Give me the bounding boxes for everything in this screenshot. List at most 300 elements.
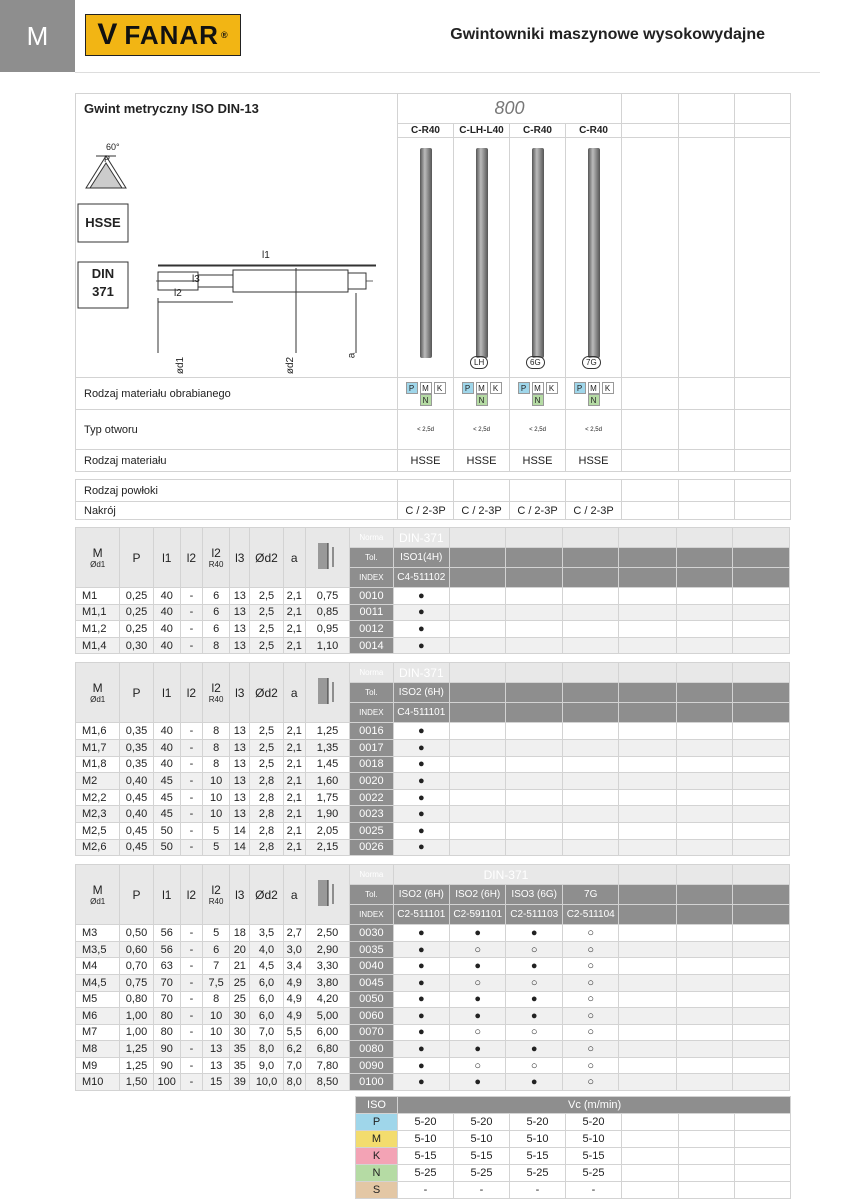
dimension-cell: 30	[230, 1008, 250, 1025]
column-header: l2	[180, 865, 202, 925]
material-marks: P M K N	[566, 378, 622, 410]
dimension-cell: 13	[230, 739, 250, 756]
dimension-cell: 0,60	[120, 941, 153, 958]
availability-cell: ○	[450, 1057, 506, 1074]
vc-value: -	[566, 1182, 622, 1199]
dimension-cell: 2,1	[283, 773, 305, 790]
thread-standard-title: Gwint metryczny ISO DIN-13	[76, 94, 398, 124]
availability-cell: ●	[393, 773, 449, 790]
dimension-cell: 2,5	[250, 588, 283, 605]
dimension-cell: 6,0	[250, 991, 283, 1008]
table-row	[76, 723, 790, 740]
size-cell: M4	[76, 958, 120, 975]
size-cell: M2,5	[76, 822, 120, 839]
material-group: K	[356, 1148, 398, 1165]
table-row	[76, 839, 790, 856]
tol-value: ISO1(4H)	[393, 548, 449, 568]
vc-value: 5-15	[566, 1148, 622, 1165]
dimension-cell: 8	[203, 991, 230, 1008]
dimension-cell: 2,7	[283, 925, 305, 942]
spec-value: C / 2-3P	[454, 502, 510, 520]
dimension-cell: 2,1	[283, 822, 305, 839]
tap-technical-drawing	[76, 138, 396, 376]
dimension-cell: 2,5	[250, 604, 283, 621]
dimension-cell: 8	[203, 637, 230, 654]
dimension-cell: 39	[230, 1074, 250, 1091]
index-label: INDEX	[350, 568, 393, 588]
column-header: Ød2	[250, 528, 283, 588]
dimension-cell: 13	[230, 756, 250, 773]
dimension-cell: -	[180, 991, 202, 1008]
column-header: P	[120, 865, 153, 925]
dimension-cell: 0,45	[120, 822, 153, 839]
dimension-cell: 0,35	[120, 739, 153, 756]
dimension-cell: 45	[153, 773, 180, 790]
dimension-cell: 90	[153, 1041, 180, 1058]
dimension-cell: 13	[230, 806, 250, 823]
index-cell: 0100	[350, 1074, 393, 1091]
dimension-cell: -	[180, 1008, 202, 1025]
vc-value: 5-15	[398, 1148, 454, 1165]
vc-value: -	[454, 1182, 510, 1199]
dimension-cell: 20	[230, 941, 250, 958]
index-cell: 0030	[350, 925, 393, 942]
availability-cell: ○	[450, 941, 506, 958]
availability-cell: ●	[393, 739, 449, 756]
vc-value: 5-25	[510, 1165, 566, 1182]
column-header: l2	[180, 528, 202, 588]
din-badge-line1: DIN	[91, 265, 115, 281]
availability-cell: ●	[393, 806, 449, 823]
availability-cell: ○	[562, 974, 618, 991]
size-cell: M2,6	[76, 839, 120, 856]
spec-label: Rodzaj powłoki	[76, 480, 398, 502]
dimension-cell: -	[180, 806, 202, 823]
dimension-cell: 2,90	[305, 941, 349, 958]
dimension-cell: 0,85	[305, 604, 349, 621]
availability-cell: ○	[506, 974, 562, 991]
table-row	[76, 756, 790, 773]
spec-value: C / 2-3P	[566, 502, 622, 520]
dimension-cell: 0,80	[120, 991, 153, 1008]
size-cell: M1,7	[76, 739, 120, 756]
material-group: S	[356, 1182, 398, 1199]
vc-value: 5-10	[454, 1131, 510, 1148]
norma-label: Norma	[350, 528, 393, 548]
size-cell: M1,6	[76, 723, 120, 740]
availability-cell: ○	[562, 1024, 618, 1041]
index-cell: 0023	[350, 806, 393, 823]
dimension-cell: 7,5	[203, 974, 230, 991]
dimension-cell: 6	[203, 621, 230, 638]
tool-image	[510, 138, 566, 378]
dimension-cell: 70	[153, 974, 180, 991]
dimension-cell: 80	[153, 1008, 180, 1025]
dim-d2: ød2	[285, 356, 297, 374]
dimension-cell: 2,1	[283, 588, 305, 605]
dimension-cell: 56	[153, 925, 180, 942]
table-row	[76, 958, 790, 975]
index-cell: 0045	[350, 974, 393, 991]
dimension-cell: 2,1	[283, 621, 305, 638]
index-cell: 0018	[350, 756, 393, 773]
index-cell: 0017	[350, 739, 393, 756]
product-panel	[75, 93, 790, 523]
index-value: C2-511101	[393, 905, 449, 925]
dimension-cell: 2,1	[283, 637, 305, 654]
material-group: M	[356, 1131, 398, 1148]
size-cell: M2,2	[76, 789, 120, 806]
vc-value: 5-20	[510, 1114, 566, 1131]
dimension-cell: 2,15	[305, 839, 349, 856]
size-cell: M7	[76, 1024, 120, 1041]
dimension-cell: 40	[153, 637, 180, 654]
vc-value: 5-25	[454, 1165, 510, 1182]
dimension-cell: 40	[153, 739, 180, 756]
availability-cell: ●	[450, 1074, 506, 1091]
availability-cell: ●	[506, 1041, 562, 1058]
spec-value: C / 2-3P	[510, 502, 566, 520]
dimension-cell: 40	[153, 756, 180, 773]
dimension-cell: -	[180, 739, 202, 756]
dimension-cell: 50	[153, 822, 180, 839]
column-header: l2	[180, 663, 202, 723]
fanar-logo: V FANAR ®	[85, 14, 241, 56]
column-header: Ød2	[250, 865, 283, 925]
table-row	[76, 588, 790, 605]
table-row	[76, 1008, 790, 1025]
dimension-cell: 0,75	[305, 588, 349, 605]
availability-cell: ●	[393, 789, 449, 806]
table-row	[76, 941, 790, 958]
size-table	[75, 662, 790, 856]
availability-cell: ●	[393, 621, 449, 638]
availability-cell: ○	[562, 991, 618, 1008]
dimension-cell: 1,35	[305, 739, 349, 756]
dimension-cell: 2,8	[250, 822, 283, 839]
dimension-cell: -	[180, 773, 202, 790]
dimension-cell: 3,4	[283, 958, 305, 975]
table-row	[76, 1024, 790, 1041]
availability-cell: ●	[393, 839, 449, 856]
6g-mark: 6G	[526, 356, 545, 369]
cutting-speed-panel	[355, 1096, 790, 1199]
dimension-cell: 1,00	[120, 1024, 153, 1041]
dimension-cell: 2,1	[283, 604, 305, 621]
table-row	[76, 991, 790, 1008]
dimension-cell: 6	[203, 588, 230, 605]
dimension-cell: 4,0	[250, 941, 283, 958]
material-group: P	[356, 1114, 398, 1131]
dimension-cell: 2,5	[250, 756, 283, 773]
tool-image	[566, 138, 622, 378]
dim-l2: l2	[174, 287, 182, 299]
dim-l1: l1	[262, 249, 270, 261]
dimension-cell: 4,9	[283, 974, 305, 991]
dimension-cell: 2,1	[283, 789, 305, 806]
dimension-cell: 3,0	[283, 941, 305, 958]
spec-label: Rodzaj materiału obrabianego	[76, 378, 398, 410]
vc-row	[356, 1148, 791, 1165]
table-row	[76, 604, 790, 621]
size-cell: M1	[76, 588, 120, 605]
availability-cell: ●	[393, 604, 449, 621]
dimension-cell: 25	[230, 974, 250, 991]
dimension-cell: 10	[203, 789, 230, 806]
dimension-cell: 0,35	[120, 723, 153, 740]
series-number: 800	[398, 94, 622, 124]
dimension-cell: 10	[203, 806, 230, 823]
availability-cell: ●	[506, 958, 562, 975]
dimension-cell: -	[180, 756, 202, 773]
dimension-cell: 45	[153, 789, 180, 806]
vc-value: 5-20	[398, 1114, 454, 1131]
availability-cell: ●	[506, 925, 562, 942]
dimension-cell: 4,5	[250, 958, 283, 975]
dimension-cell: 63	[153, 958, 180, 975]
dimension-cell: 2,8	[250, 789, 283, 806]
dimension-cell: -	[180, 1057, 202, 1074]
dimension-cell: 40	[153, 604, 180, 621]
dimension-cell: 2,8	[250, 773, 283, 790]
index-cell: 0016	[350, 723, 393, 740]
header-divider	[75, 72, 820, 73]
table-row	[76, 974, 790, 991]
availability-cell: ●	[506, 1008, 562, 1025]
index-label: INDEX	[350, 905, 393, 925]
index-value: C4-511101	[393, 703, 449, 723]
index-cell: 0011	[350, 604, 393, 621]
dimension-cell: 3,5	[250, 925, 283, 942]
cutting-speed-table	[355, 1096, 791, 1199]
dimension-cell: -	[180, 941, 202, 958]
table-row	[76, 1041, 790, 1058]
column-header: l2 R40	[203, 865, 230, 925]
column-header: M Ød1	[76, 663, 120, 723]
tool-image	[398, 138, 454, 378]
column-header: Ød2	[250, 663, 283, 723]
dimension-cell: 2,5	[250, 739, 283, 756]
availability-cell: ●	[450, 925, 506, 942]
dimension-cell: -	[180, 839, 202, 856]
dimension-cell: 1,90	[305, 806, 349, 823]
availability-cell: ●	[506, 1074, 562, 1091]
dimension-cell: 10,0	[250, 1074, 283, 1091]
dimension-cell: 13	[203, 1041, 230, 1058]
column-header: l1	[153, 663, 180, 723]
material-badge: HSSE	[85, 215, 121, 230]
tool-code: C-R40	[398, 124, 454, 138]
dimension-cell: -	[180, 723, 202, 740]
dimension-cell: -	[180, 958, 202, 975]
dimension-cell: 2,8	[250, 806, 283, 823]
dimension-cell: -	[180, 1024, 202, 1041]
availability-cell: ●	[393, 1074, 449, 1091]
availability-cell: ○	[562, 941, 618, 958]
dimension-cell: 6,00	[305, 1024, 349, 1041]
table-row	[76, 773, 790, 790]
norma-label: Norma	[350, 663, 393, 683]
dimension-cell: 5	[203, 925, 230, 942]
column-header: l3	[230, 865, 250, 925]
dimension-cell: -	[180, 1074, 202, 1091]
dimension-cell: 80	[153, 1024, 180, 1041]
availability-cell: ●	[393, 974, 449, 991]
index-label: INDEX	[350, 703, 393, 723]
spec-value: HSSE	[510, 450, 566, 472]
dimension-cell: 6	[203, 604, 230, 621]
availability-cell: ●	[393, 723, 449, 740]
size-cell: M1,4	[76, 637, 120, 654]
size-cell: M1,1	[76, 604, 120, 621]
availability-cell: ●	[393, 925, 449, 942]
index-cell: 0050	[350, 991, 393, 1008]
dimension-cell: 50	[153, 839, 180, 856]
size-cell: M9	[76, 1057, 120, 1074]
column-header: P	[120, 528, 153, 588]
index-cell: 0025	[350, 822, 393, 839]
dimension-cell: 13	[230, 588, 250, 605]
dimension-cell: 7,0	[250, 1024, 283, 1041]
availability-cell: ●	[393, 958, 449, 975]
vc-header: Vc (m/min)	[398, 1097, 791, 1114]
size-cell: M2	[76, 773, 120, 790]
vc-row	[356, 1114, 791, 1131]
hole-type: < 2,5d	[566, 410, 622, 450]
dimension-cell: -	[180, 621, 202, 638]
vc-value: -	[510, 1182, 566, 1199]
hole-type: < 2,5d	[510, 410, 566, 450]
dimension-cell: 8,0	[250, 1041, 283, 1058]
column-header: M Ød1	[76, 528, 120, 588]
dimension-cell: 10	[203, 1024, 230, 1041]
dimension-cell: 15	[203, 1074, 230, 1091]
dimension-cell: 0,95	[305, 621, 349, 638]
thread-pitch-label: P	[104, 153, 111, 164]
dimension-cell: 7,80	[305, 1057, 349, 1074]
availability-cell: ●	[393, 1024, 449, 1041]
availability-cell: ●	[393, 1057, 449, 1074]
dimension-cell: 2,1	[283, 756, 305, 773]
dimension-cell: 6,2	[283, 1041, 305, 1058]
size-cell: M3	[76, 925, 120, 942]
dimension-cell: 0,30	[120, 637, 153, 654]
tol-label: Tol.	[350, 885, 393, 905]
availability-cell: ●	[393, 637, 449, 654]
dimension-cell: 13	[230, 604, 250, 621]
norma-value: DIN-371	[393, 663, 449, 683]
dimension-cell: -	[180, 637, 202, 654]
dimension-cell: 56	[153, 941, 180, 958]
vc-value: 5-20	[566, 1114, 622, 1131]
spec-label: Typ otworu	[76, 410, 398, 450]
index-cell: 0070	[350, 1024, 393, 1041]
column-header: l2 R40	[203, 528, 230, 588]
availability-cell: ●	[393, 588, 449, 605]
availability-cell: ○	[562, 1057, 618, 1074]
dimension-cell: 35	[230, 1041, 250, 1058]
dimension-cell: 2,05	[305, 822, 349, 839]
hole-type: < 2,5d	[398, 410, 454, 450]
dimension-cell: -	[180, 588, 202, 605]
dimension-cell: 7	[203, 958, 230, 975]
table-row	[76, 637, 790, 654]
tol-label: Tol.	[350, 548, 393, 568]
dimension-cell: 7,0	[283, 1057, 305, 1074]
vc-value: 5-10	[398, 1131, 454, 1148]
dimension-cell: 1,45	[305, 756, 349, 773]
lh-mark: LH	[470, 356, 488, 369]
availability-cell: ●	[393, 1041, 449, 1058]
dimension-cell: 100	[153, 1074, 180, 1091]
vc-row	[356, 1182, 791, 1199]
dimension-cell: 13	[203, 1057, 230, 1074]
dimension-cell: 1,25	[120, 1041, 153, 1058]
index-value: C2-511104	[562, 905, 618, 925]
size-cell: M10	[76, 1074, 120, 1091]
thread-depth-icon	[305, 865, 349, 925]
dimension-cell: 8	[203, 739, 230, 756]
dimension-cell: 4,9	[283, 1008, 305, 1025]
column-header: l3	[230, 663, 250, 723]
norma-value: DIN-371	[393, 865, 619, 885]
index-cell: 0026	[350, 839, 393, 856]
dimension-cell: 0,25	[120, 621, 153, 638]
drawing-cell	[76, 138, 398, 378]
availability-cell: ○	[450, 1024, 506, 1041]
dimension-cell: 45	[153, 806, 180, 823]
spec-label: Rodzaj materiału	[76, 450, 398, 472]
dimension-cell: 8,50	[305, 1074, 349, 1091]
dimension-cell: 0,40	[120, 806, 153, 823]
table-row	[76, 789, 790, 806]
dimension-cell: 0,25	[120, 588, 153, 605]
dimension-cell: 13	[230, 723, 250, 740]
dimension-cell: 0,25	[120, 604, 153, 621]
vc-value: 5-15	[510, 1148, 566, 1165]
dimension-cell: 2,1	[283, 806, 305, 823]
availability-cell: ○	[506, 1024, 562, 1041]
table-row	[76, 822, 790, 839]
dimension-cell: 90	[153, 1057, 180, 1074]
dimension-cell: 0,45	[120, 839, 153, 856]
column-header: l2 R40	[203, 663, 230, 723]
dimension-cell: 70	[153, 991, 180, 1008]
availability-cell: ●	[393, 1008, 449, 1025]
vc-value: 5-20	[454, 1114, 510, 1131]
column-header: l1	[153, 528, 180, 588]
size-cell: M8	[76, 1041, 120, 1058]
dimension-cell: 1,25	[120, 1057, 153, 1074]
dim-d1: ød1	[175, 356, 187, 374]
index-value: C2-591101	[450, 905, 506, 925]
column-header: P	[120, 663, 153, 723]
dimension-cell: -	[180, 925, 202, 942]
hole-type: < 2,5d	[454, 410, 510, 450]
tol-value: ISO2 (6H)	[393, 683, 449, 703]
dimension-cell: 14	[230, 839, 250, 856]
dimension-cell: 0,75	[120, 974, 153, 991]
tol-value: ISO3 (6G)	[506, 885, 562, 905]
dimension-cell: 2,1	[283, 839, 305, 856]
dimension-cell: -	[180, 604, 202, 621]
dimension-cell: 14	[230, 822, 250, 839]
dimension-cell: 3,30	[305, 958, 349, 975]
availability-cell: ●	[393, 991, 449, 1008]
availability-cell: ●	[393, 822, 449, 839]
dimension-cell: 13	[230, 789, 250, 806]
table-row	[76, 925, 790, 942]
